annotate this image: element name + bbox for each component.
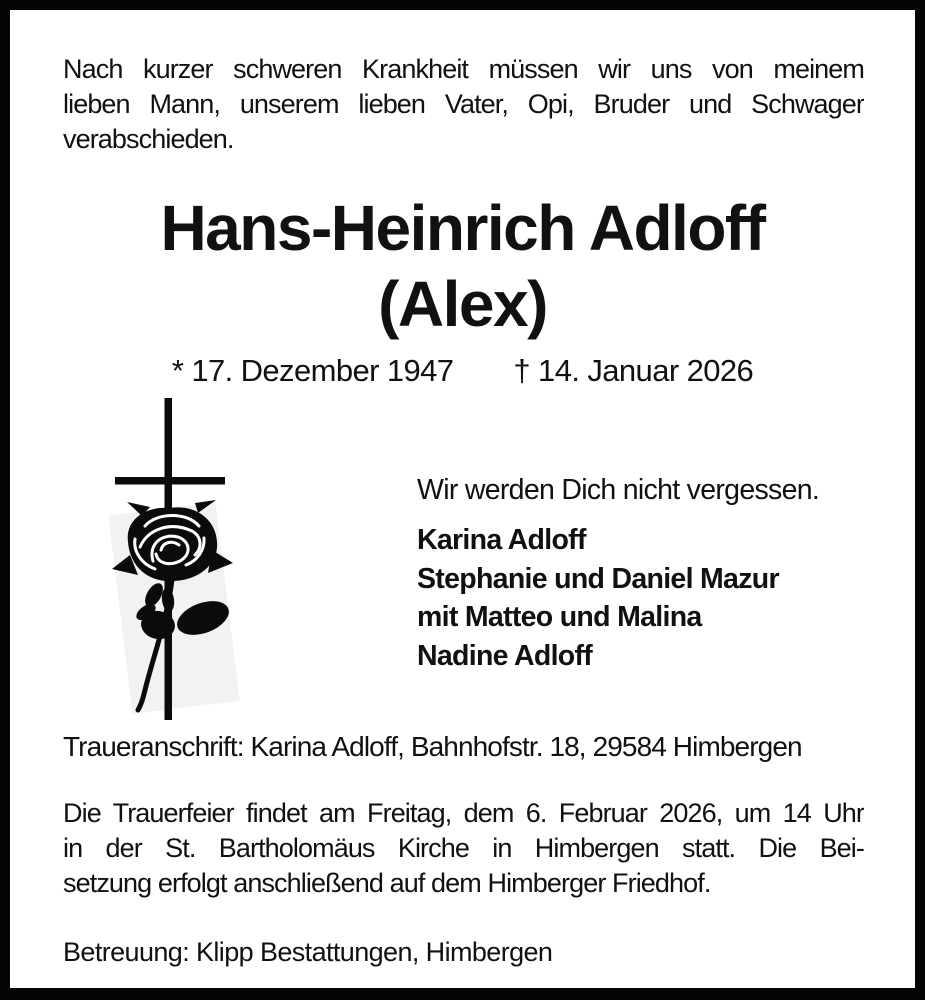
birth-date: * 17. Dezember 1947	[171, 353, 454, 388]
funeral-home-info: Betreuung: Klipp Bestattungen, Himbergen	[63, 937, 553, 967]
mourner-name: Stephanie und Daniel Mazur	[417, 562, 779, 595]
death-date: † 14. Januar 2026	[513, 353, 754, 388]
deceased-nickname: (Alex)	[378, 268, 547, 340]
intro-paragraph	[63, 52, 864, 157]
intro-line: verabschieden.	[63, 124, 234, 154]
deceased-name: Hans-Heinrich Adloff	[160, 192, 765, 264]
intro-line: Nach kurzer schweren Krankheit müssen wir uns von meinem	[63, 54, 864, 84]
mourner-name: mit Matteo und Malina	[417, 601, 702, 633]
service-line: in der St. Bartholomäus Kirche in Himbergen statt. Die Bei-	[63, 833, 864, 863]
life-dates	[10, 353, 915, 389]
farewell-message: Wir werden Dich nicht vergessen.	[417, 474, 820, 506]
cross-rose-icon	[100, 392, 240, 724]
mourners-list	[417, 521, 819, 675]
farewell-block	[417, 472, 819, 675]
service-info	[63, 796, 864, 901]
deceased-name-block	[10, 190, 915, 342]
service-line: setzung erfolgt anschließend auf dem Himberger Friedhof.	[63, 868, 711, 898]
mourning-address: Traueranschrift: Karina Adloff, Bahnhofstr. 18, 29584 Himbergen	[63, 731, 802, 762]
intro-line: lieben Mann, unserem lieben Vater, Opi, Bruder und Schwager	[63, 89, 864, 119]
mourner-name: Nadine Adloff	[417, 639, 593, 672]
service-line: Die Trauerfeier findet am Freitag, dem 6. Februar 2026, um 14 Uhr	[63, 798, 864, 828]
mourner-name: Karina Adloff	[417, 524, 586, 556]
